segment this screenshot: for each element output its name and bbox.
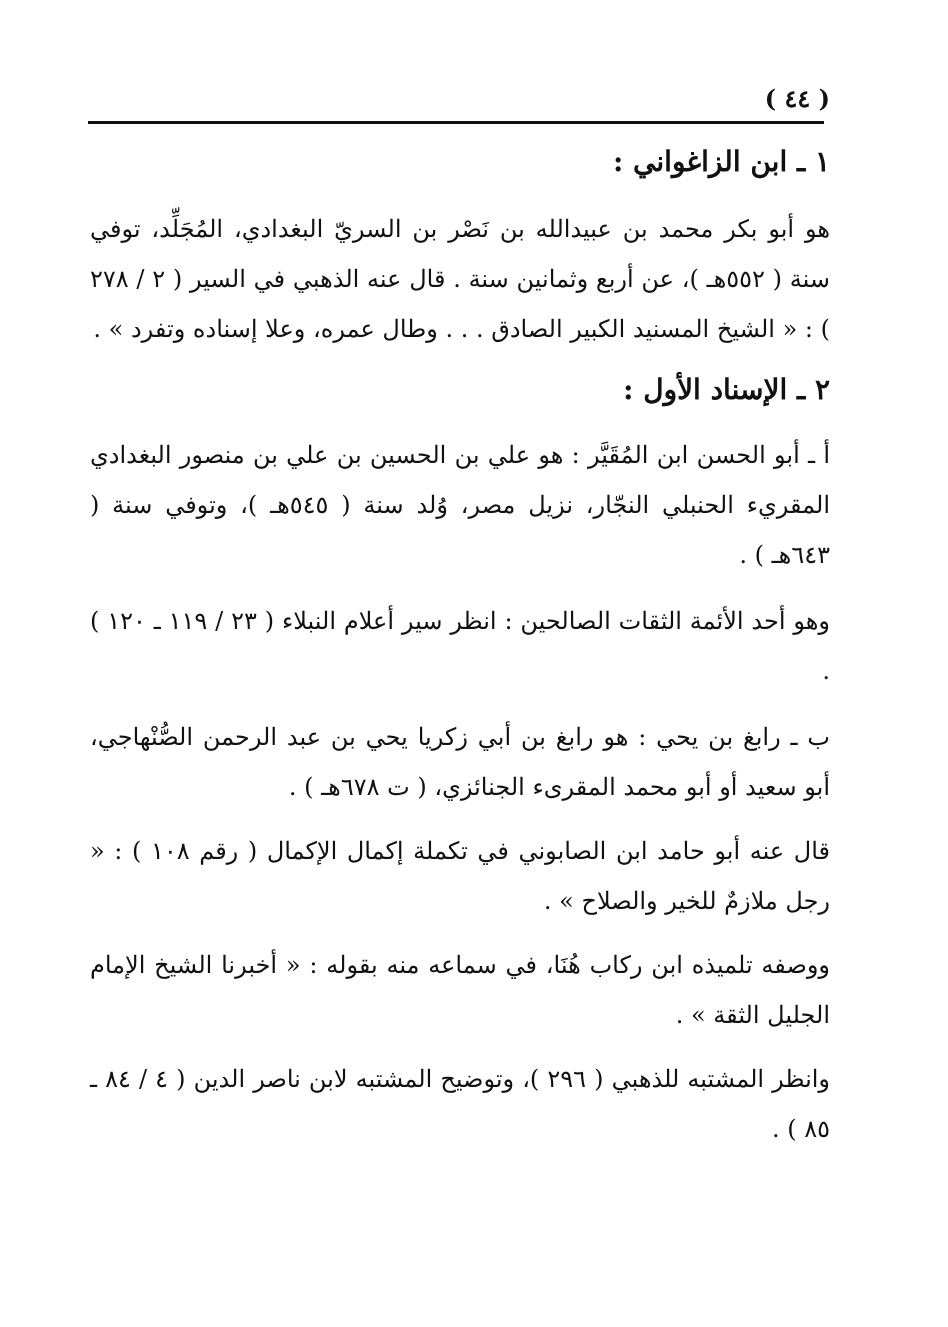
- paragraph-rabigh-ibn-yahya: ب ـ رابغ بن يحي : هو رابغ بن أبي زكريا يحي بن عبد الرحمن الصُّنْهاجي، أبو سعيد أو أبو محمد المقرىء الجنائزي، ( ت ٦٧٨هـ ) .: [90, 723, 831, 801]
- page-body: [90, 140, 830, 1154]
- page-number: ( ٤٤ ): [764, 84, 830, 113]
- section-heading-ibn-al-zaghwani: ١ ـ ابن الزاغواني :: [612, 145, 830, 178]
- section-heading-first-isnad: ٢ ـ الإسناد الأول :: [623, 373, 830, 406]
- header-divider: [88, 121, 824, 124]
- paragraph-ibn-al-sabuni-quote: قال عنه أبو حامد ابن الصابوني في تكملة إكمال الإكمال ( رقم ١٠٨ ) : « رجل ملازمٌ للخير والصلاح » .: [90, 837, 830, 915]
- paragraph-ibn-rukkab-description: ووصفه تلميذه ابن ركاب هُنَا، في سماعه منه بقوله : « أخبرنا الشيخ الإمام الجليل الثقة » .: [90, 951, 830, 1029]
- paragraph-mushtabih-references: وانظر المشتبه للذهبي ( ٢٩٦ )، وتوضيح المشتبه لابن ناصر الدين ( ٤ / ٨٤ ـ ٨٥ ) .: [90, 1065, 831, 1143]
- paragraph-trustworthy-imams: وهو أحد الأئمة الثقات الصالحين : انظر سير أعلام النبلاء ( ٢٣ / ١١٩ ـ ١٢٠ ) .: [90, 607, 830, 685]
- paragraph-ibn-al-muqayyar: أ ـ أبو الحسن ابن المُقَيَّر : هو علي بن الحسين بن علي بن منصور البغدادي المقريء الحنبلي النجّار، نزيل مصر، وُلد سنة ( ٥٤٥هـ )، وتوفي سنة ( ٦٤٣هـ ) .: [90, 441, 830, 569]
- paragraph-ibn-al-zaghwani: هو أبو بكر محمد بن عبيدالله بن نَصْر بن السريّ البغدادي، المُجَلِّد، توفي سنة ( ٥٥٢هـ )، عن أربع وثمانين سنة . قال عنه الذهبي في السير ( ٢ / ٢٧٨ ) : « الشيخ المسنيد الكبير الصادق . . . وطال عمره، وعلا إسناده وتفرد » .: [90, 215, 831, 343]
